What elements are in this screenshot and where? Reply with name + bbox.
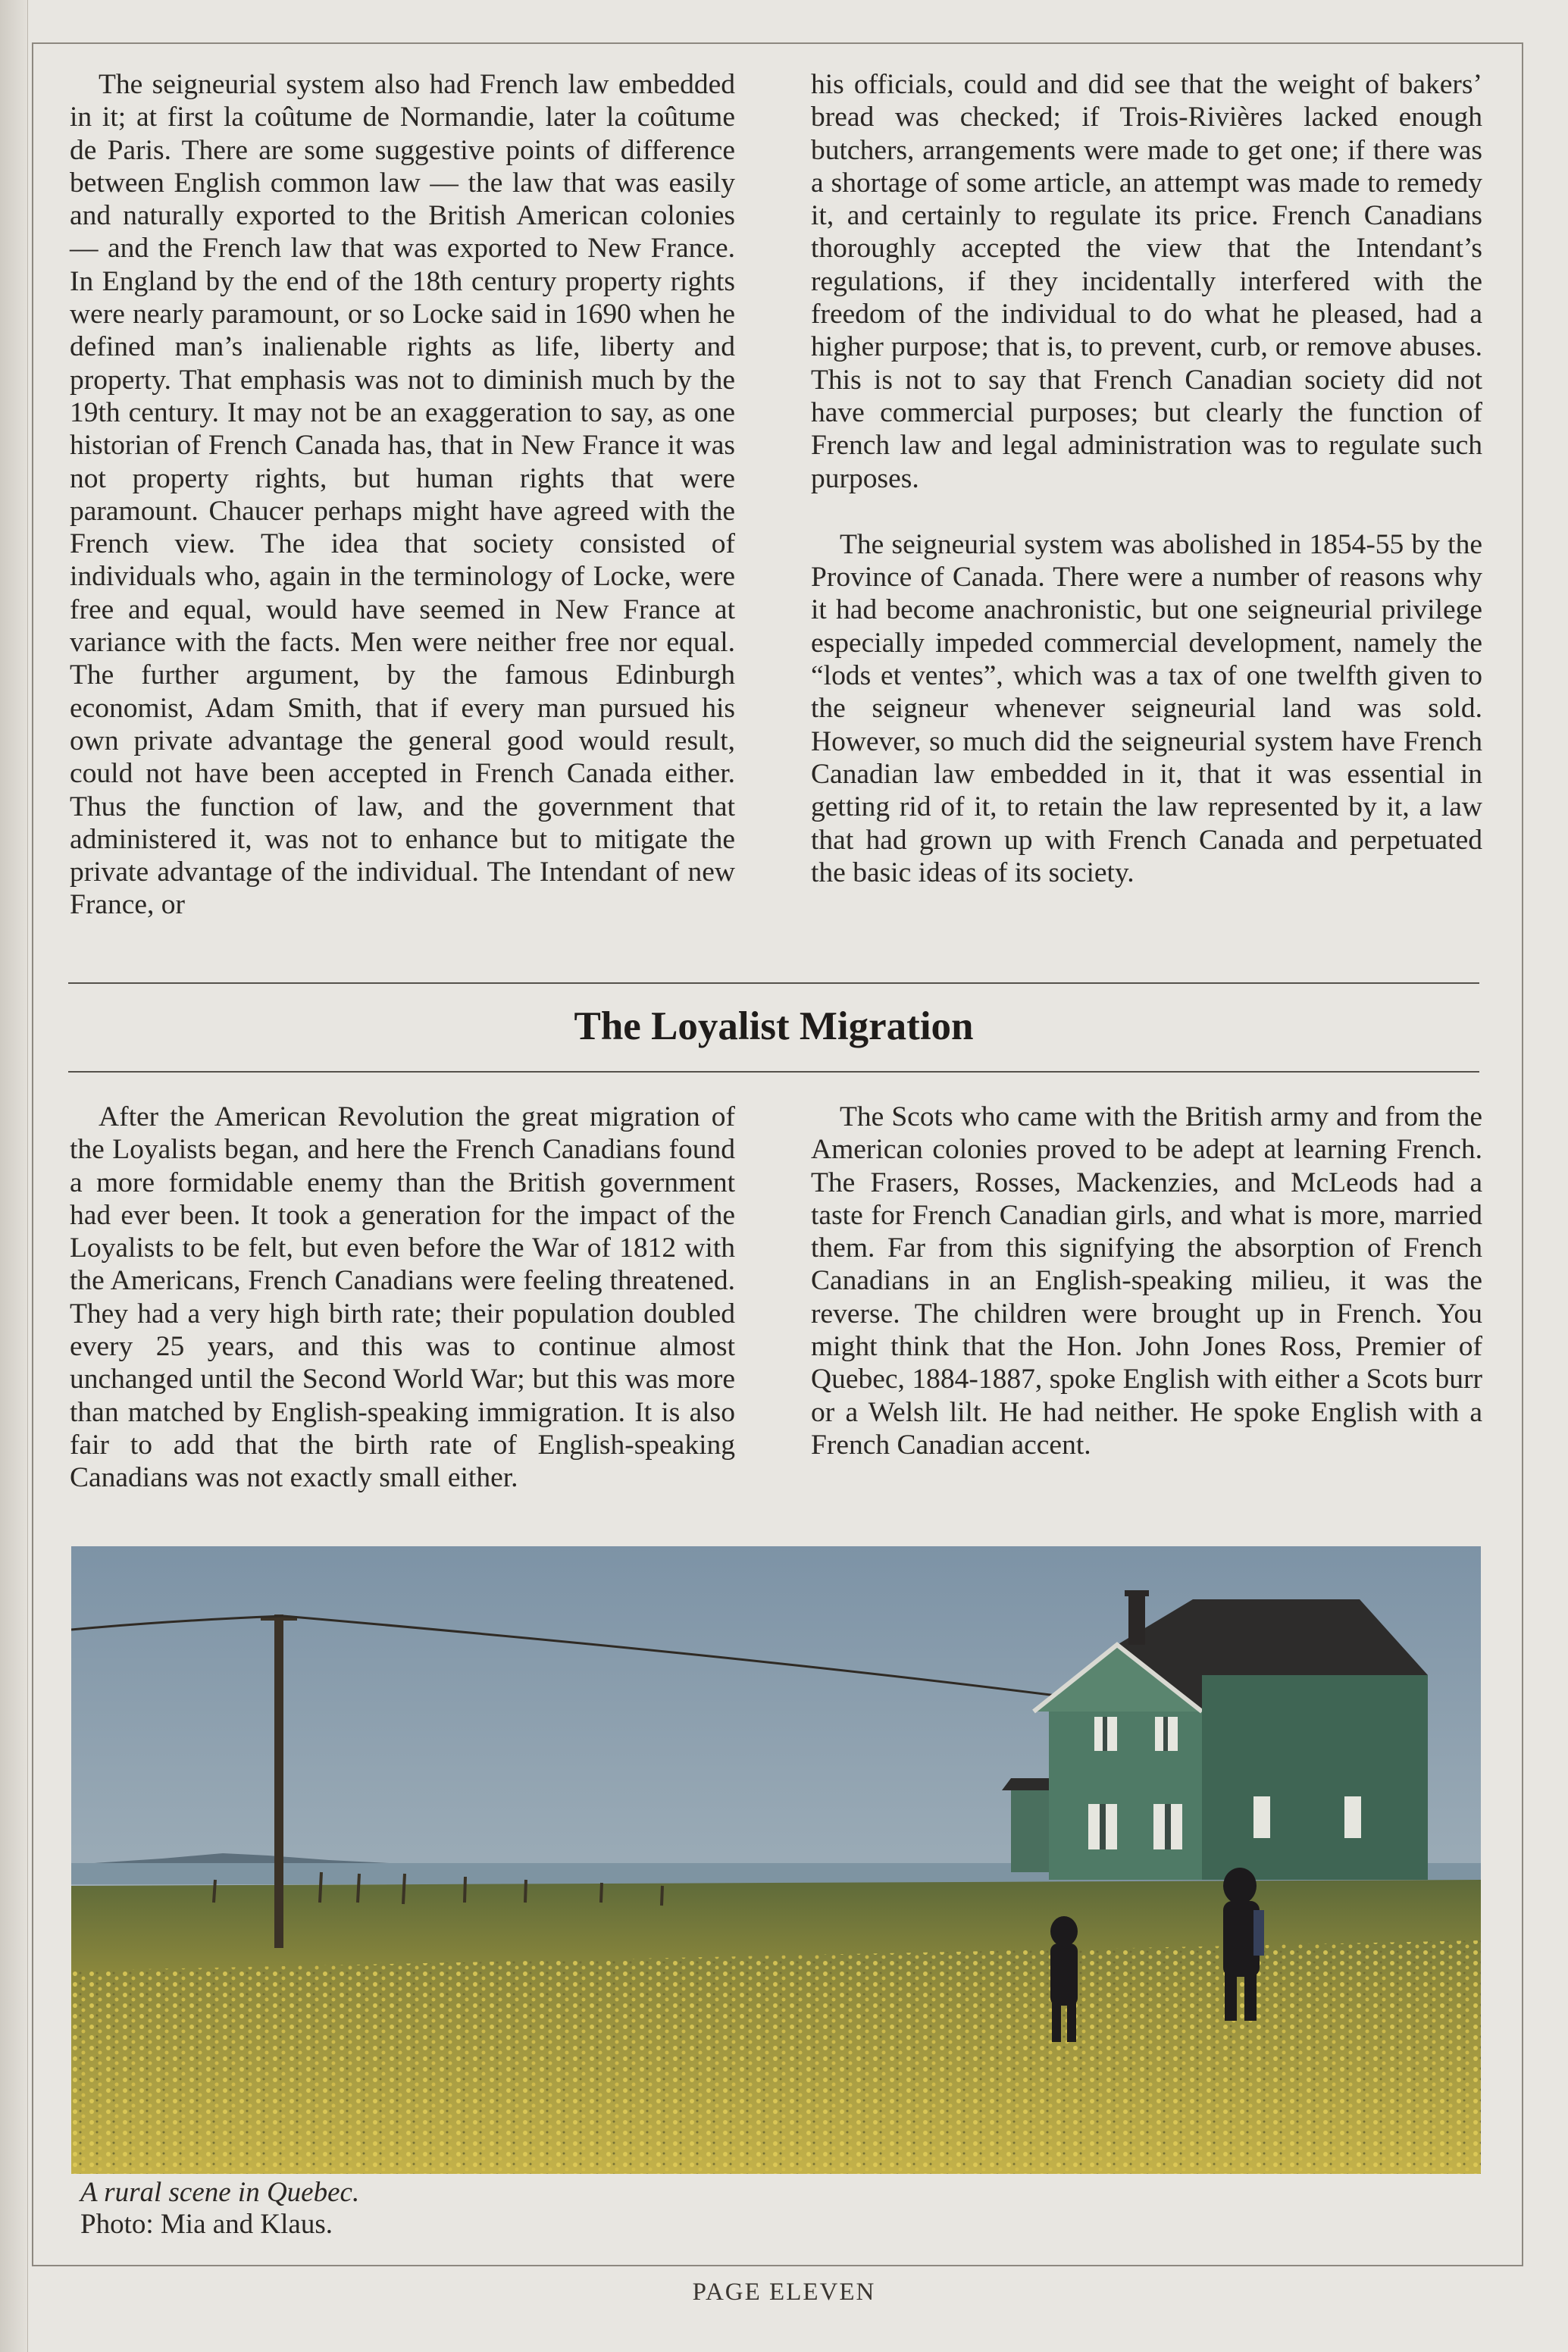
section-heading: The Loyalist Migration bbox=[574, 1004, 974, 1048]
column-bottom-right bbox=[811, 1101, 1482, 1461]
paragraph-text: After the American Revolution the great migration of the Loyalists began, and here the French Canadians found a more formidable enemy than the British government had ever been. It took a generation for the impact of the Loyalists to be felt, but even before the War of 1812 with the Americans, French Canadians were feeling threatened. They had a very high birth rate; their population doubled every 25 years, and this was to continue almost unchanged until the Second World War; but this was more than matched by English-speaking immigration. It is also fair to add that the birth rate of English-speaking Canadians was not exactly small either. bbox=[70, 1101, 735, 1494]
paragraph-text: The seigneurial system was abolished in 1854-55 by the Province of Canada. There were a number of reasons why it had become anachronistic, but one seigneurial privilege especially impeded commercial development, namely the “lods et ventes”, which was a tax of one twelfth given to the seigneur whenever seigneurial land was sold. However, so much did the seigneurial system have French Canadian law embedded in it, that it was essential in getting rid of it, to retain the law represented by it, a law that had grown up with French Canada and perpetuated the basic ideas of its society. bbox=[811, 528, 1482, 888]
page-binding-edge bbox=[0, 0, 28, 2352]
paragraph-text: The seigneurial system also had French law embedded in it; at first la coûtume de Normandie, later la coûtume de Paris. There are some suggestive points of difference between English common law — the law that was easily and naturally exported to the British American colonies — and the French law that was exported to New France. In England by the end of the 18th century property rights were nearly paramount, or so Locke said in 1690 when he defined man’s inalienable rights as life, liberty and property. That emphasis was not to diminish much by the 19th century. It may not be an exaggeration to say, as one historian of French Canada has, that in New France it was not property rights, but human rights that were paramount. Chaucer perhaps might have agreed with the French view. The idea that society consisted of individuals who, again in the terminology of Locke, were free and equal, would have seemed in New France at variance with the facts. Men were neither free nor equal. The further argument, by the famous Edinburgh economist, Adam Smith, that if every man pursued his own private advantage the general good would result, could not have been accepted in French Canada either. Thus the function of law, and the government that administered it, was not to enhance but to mitigate the private advantage of the individual. The Intendant of new France, or bbox=[70, 69, 735, 921]
heading-rule-bottom bbox=[68, 1071, 1479, 1073]
paragraph bbox=[70, 1101, 735, 1495]
column-top-left bbox=[70, 68, 735, 922]
paragraph bbox=[811, 68, 1482, 495]
column-top-right bbox=[811, 68, 1482, 889]
paragraph bbox=[811, 528, 1482, 889]
page-number: PAGE ELEVEN bbox=[692, 2278, 876, 2306]
heading-rule-top bbox=[68, 982, 1479, 984]
paragraph bbox=[70, 68, 735, 922]
paragraph-text: The Scots who came with the British army and from the American colonies proved to be adept at learning French. The Frasers, Rosses, Mackenzies, and McLeods had a taste for French Canadian girls, and what is more, married them. Far from this signifying the absorption of French Canadians in an English-speaking milieu, it was the reverse. The children were brought up in French. You might think that the Hon. John Jones Ross, Premier of Quebec, 1884-1887, spoke English with either a Scots burr or a Welsh lilt. He had neither. He spoke English with a French Canadian accent. bbox=[811, 1101, 1482, 1461]
paragraph bbox=[811, 1101, 1482, 1461]
photo-credit: Photo: Mia and Klaus. bbox=[80, 2209, 333, 2240]
column-bottom-left bbox=[70, 1101, 735, 1495]
photo-caption bbox=[80, 2177, 762, 2241]
rural-scene-photo bbox=[71, 1546, 1481, 2174]
paragraph-text: his officials, could and did see that the weight of bakers’ bread was checked; if Trois-Rivières lacked enough butchers, arrangements were made to get one; if there was a shortage of some article, an attempt was made to remedy it, and certainly to regulate its price. French Canadians thoroughly accepted the view that the Intendant’s regulations, if they incidentally interfered with the freedom of the individual to do what he pleased, had a higher purpose; that is, to prevent, curb, or remove abuses. This is not to say that French Canadian society did not have commercial purposes; but clearly the function of French law and legal administration was to regulate such purposes. bbox=[811, 69, 1482, 494]
caption-text: A rural scene in Quebec. bbox=[80, 2177, 360, 2208]
